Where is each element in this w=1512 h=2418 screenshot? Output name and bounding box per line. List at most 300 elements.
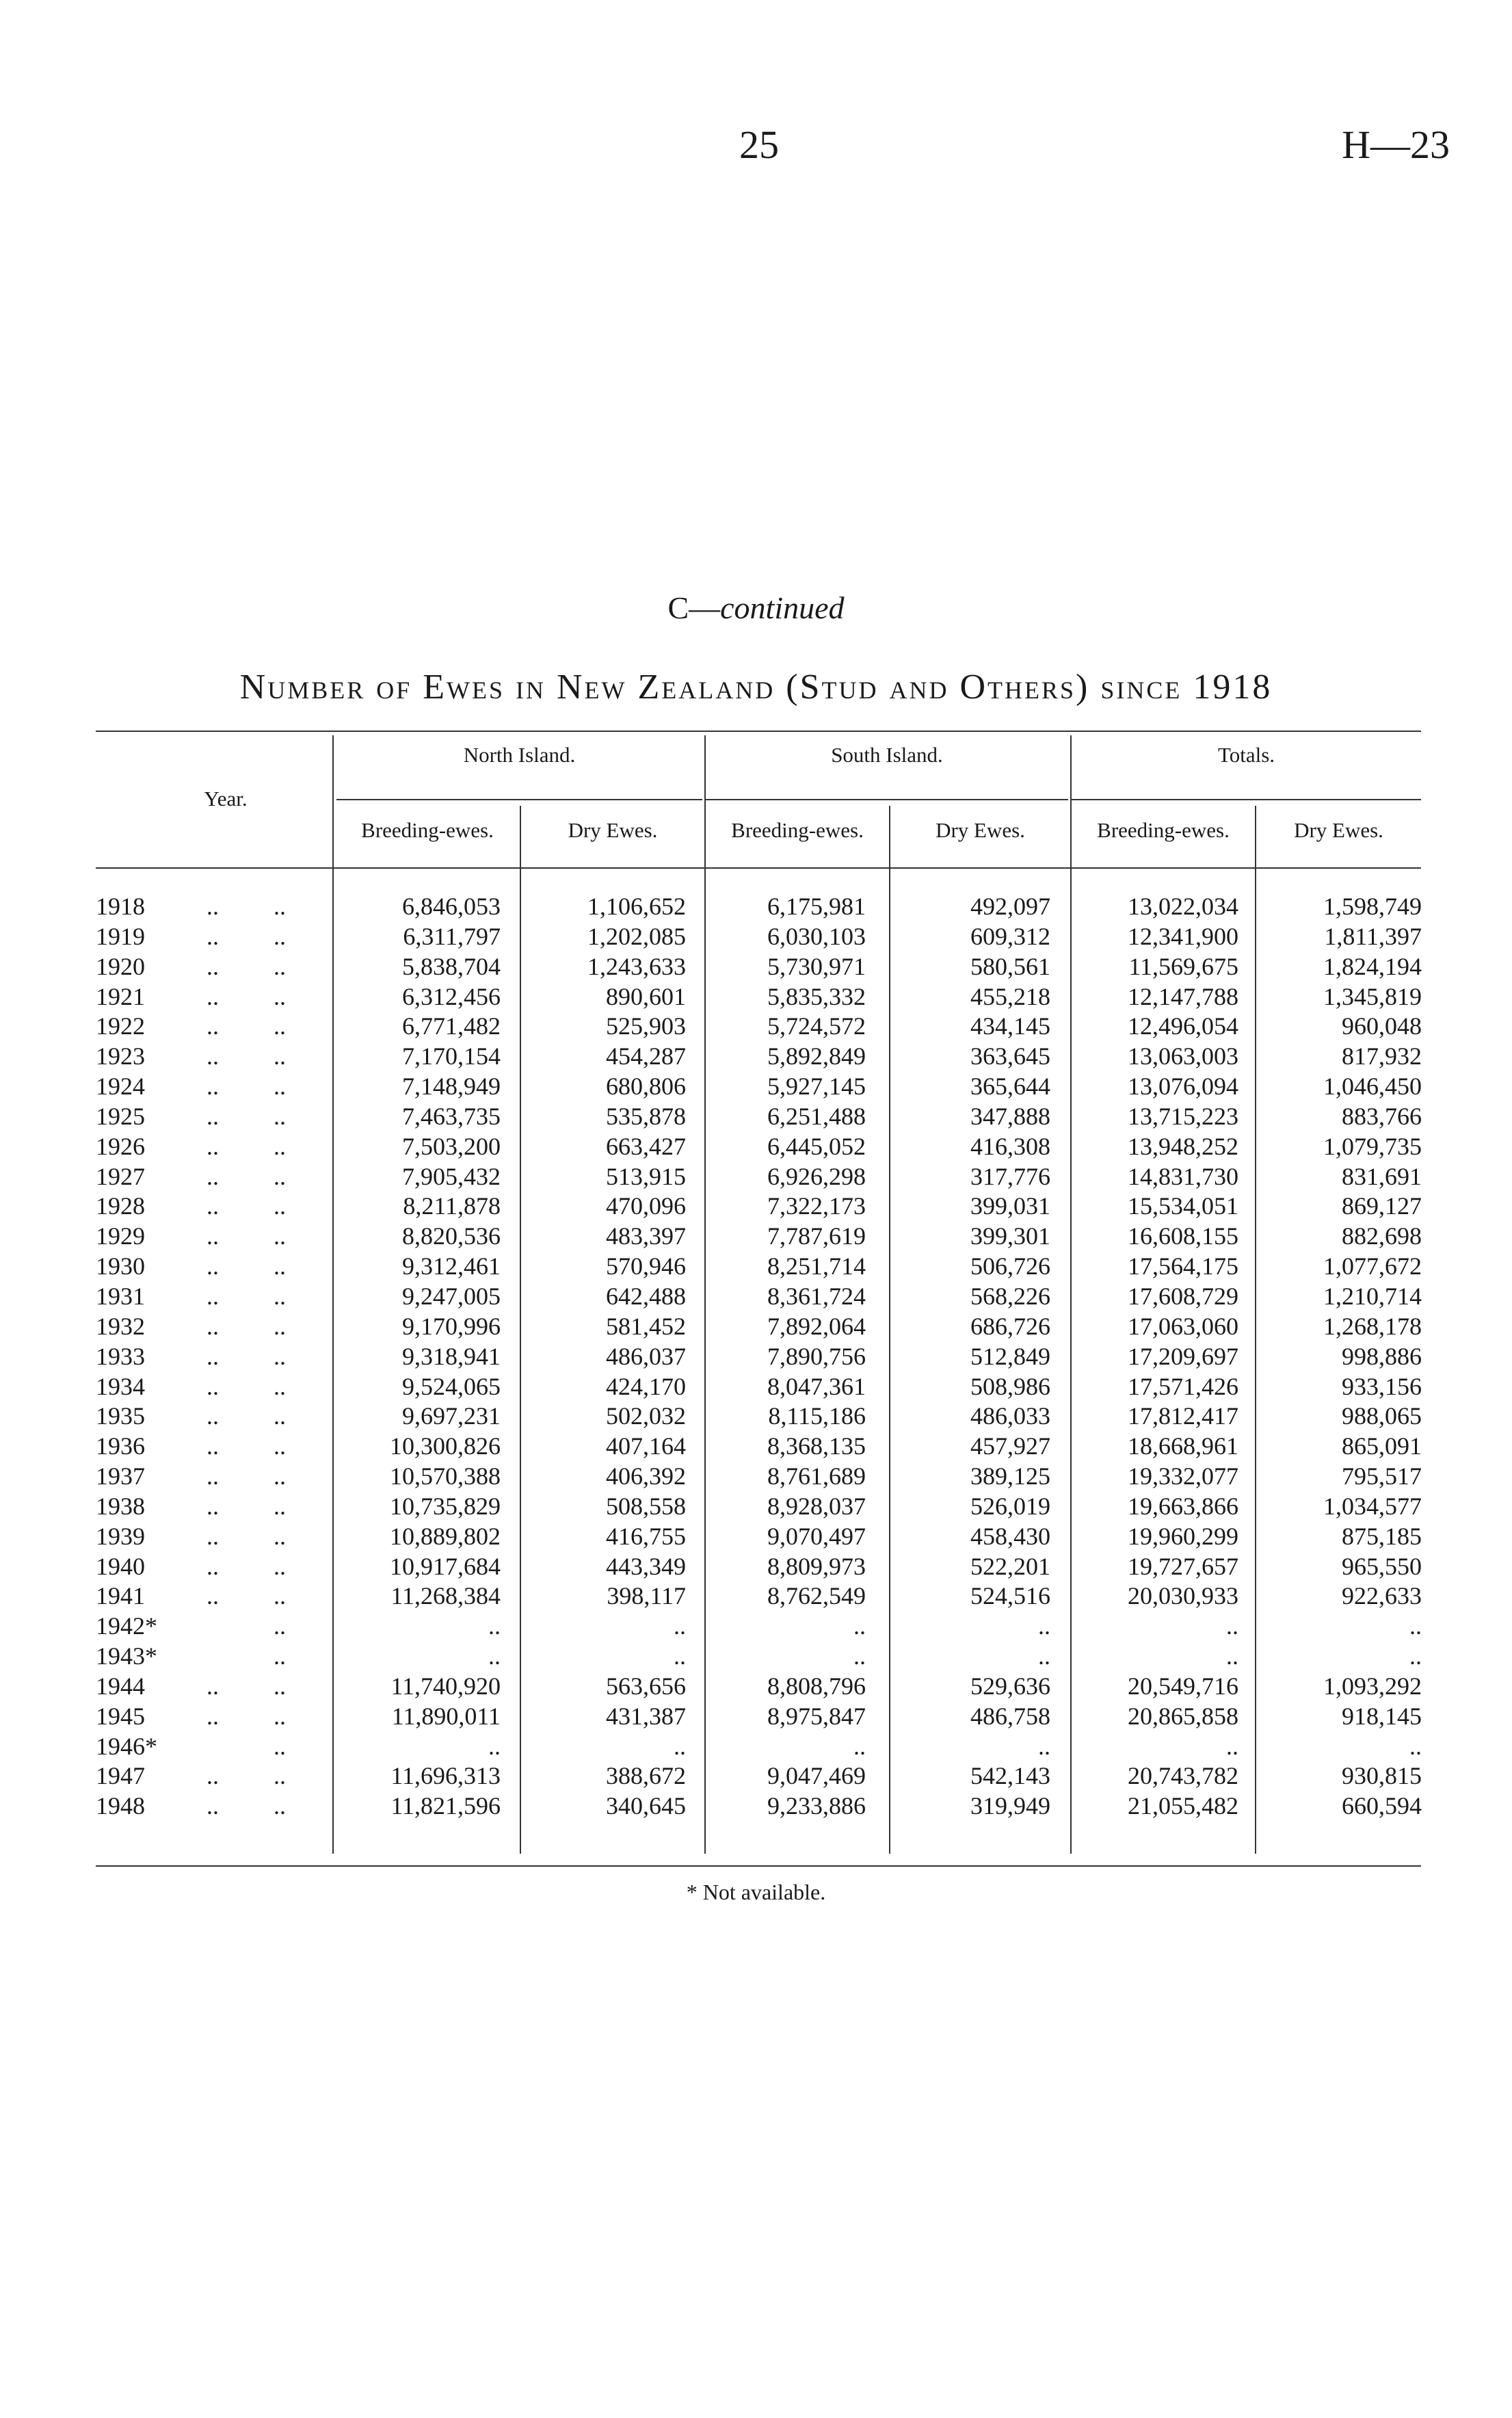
south-breeding-cell: 8,761,689 — [767, 1462, 866, 1490]
north-dry-cell: 508,558 — [606, 1492, 686, 1520]
totals-dry-cell: 965,550 — [1342, 1552, 1422, 1580]
north-dry-cell: 340,645 — [606, 1792, 686, 1820]
north-breeding-cell: 8,211,878 — [403, 1192, 501, 1220]
totals-dry-cell: 1,077,672 — [1323, 1252, 1422, 1280]
totals-breeding-cell: 19,332,077 — [1128, 1462, 1238, 1490]
totals-dry-cell: 831,691 — [1342, 1162, 1422, 1190]
south-breeding-cell: 5,724,572 — [767, 1012, 866, 1040]
year-cell: 1947 — [96, 1762, 145, 1790]
table-row — [0, 1012, 1512, 1042]
north-breeding-cell: .. — [488, 1642, 501, 1670]
totals-dry-cell: 883,766 — [1342, 1102, 1422, 1130]
totals-breeding-cell: 17,209,697 — [1128, 1342, 1238, 1370]
year-cell: 1936 — [96, 1432, 145, 1460]
south-dry-cell: .. — [1038, 1642, 1050, 1670]
table-row — [0, 892, 1512, 922]
south-breeding-cell: 8,808,796 — [767, 1672, 866, 1700]
year-cell: 1927 — [96, 1162, 145, 1190]
leader-dots: .. — [274, 1642, 286, 1670]
north-dry-cell: 416,755 — [606, 1522, 686, 1550]
leader-dots: .. — [207, 1282, 219, 1310]
totals-dry-cell: 918,145 — [1342, 1702, 1422, 1730]
north-breeding-cell: 10,917,684 — [390, 1552, 501, 1580]
totals-breeding-cell: 17,571,426 — [1128, 1372, 1238, 1400]
north-dry-cell: 563,656 — [606, 1672, 686, 1700]
header-south-island: South Island. — [831, 743, 943, 767]
north-dry-cell: .. — [674, 1642, 686, 1670]
header-south-breeding: Breeding-ewes. — [731, 818, 864, 842]
north-dry-cell: 525,903 — [606, 1012, 686, 1040]
totals-dry-cell: 869,127 — [1342, 1192, 1422, 1220]
totals-dry-cell: 1,345,819 — [1323, 982, 1422, 1010]
totals-breeding-cell: 13,948,252 — [1128, 1132, 1238, 1160]
totals-breeding-cell: 13,022,034 — [1128, 893, 1238, 920]
south-breeding-cell: 8,368,135 — [767, 1432, 866, 1460]
year-cell: 1928 — [96, 1192, 145, 1220]
south-breeding-cell: 8,047,361 — [767, 1372, 866, 1400]
leader-dots: .. — [274, 1252, 286, 1280]
table-row — [0, 922, 1512, 952]
south-dry-cell: 522,201 — [970, 1552, 1050, 1580]
north-dry-cell: 1,106,652 — [587, 893, 686, 920]
north-breeding-cell: 9,247,005 — [402, 1282, 501, 1310]
leader-dots: .. — [207, 1462, 219, 1490]
year-cell: 1926 — [96, 1132, 145, 1160]
totals-breeding-cell: 13,063,003 — [1128, 1042, 1238, 1070]
totals-breeding-cell: 14,831,730 — [1128, 1162, 1238, 1190]
year-cell: 1940 — [96, 1552, 145, 1580]
header-totals: Totals. — [1217, 743, 1275, 767]
year-cell: 1922 — [96, 1012, 145, 1040]
leader-dots: .. — [274, 1102, 286, 1130]
south-dry-cell: 363,645 — [970, 1042, 1050, 1070]
totals-breeding-cell: 17,564,175 — [1128, 1252, 1238, 1280]
totals-breeding-cell: 17,812,417 — [1128, 1402, 1238, 1430]
north-dry-cell: 581,452 — [606, 1312, 686, 1340]
north-dry-cell: 470,096 — [606, 1192, 686, 1220]
leader-dots: .. — [274, 1732, 286, 1760]
south-dry-cell: 686,726 — [970, 1312, 1050, 1340]
leader-dots: .. — [274, 1042, 286, 1070]
north-breeding-cell: 6,312,456 — [402, 982, 501, 1010]
south-dry-cell: 416,308 — [970, 1132, 1050, 1160]
south-dry-cell: 486,033 — [970, 1402, 1050, 1430]
leader-dots: .. — [274, 1073, 286, 1101]
totals-breeding-cell: 19,960,299 — [1128, 1522, 1238, 1550]
totals-breeding-cell: 20,030,933 — [1128, 1582, 1238, 1610]
leader-dots: .. — [207, 1192, 219, 1220]
totals-breeding-cell: .. — [1226, 1732, 1238, 1760]
header-north-island: North Island. — [463, 743, 576, 767]
north-breeding-cell: 11,696,313 — [390, 1762, 501, 1790]
south-dry-cell: 399,031 — [970, 1192, 1050, 1220]
totals-breeding-cell: .. — [1226, 1642, 1238, 1670]
table-row — [0, 1282, 1512, 1312]
north-breeding-cell: 11,268,384 — [390, 1582, 501, 1610]
totals-dry-cell: 930,815 — [1342, 1762, 1422, 1790]
south-dry-cell: 526,019 — [970, 1492, 1050, 1520]
south-breeding-cell: 9,070,497 — [767, 1522, 866, 1550]
totals-dry-cell: 988,065 — [1342, 1402, 1422, 1430]
leader-dots: .. — [274, 1762, 286, 1790]
north-dry-cell: 502,032 — [606, 1402, 686, 1430]
south-dry-cell: 347,888 — [970, 1102, 1050, 1130]
leader-dots: .. — [207, 1492, 219, 1520]
north-breeding-cell: .. — [488, 1732, 501, 1760]
totals-dry-cell: 660,594 — [1342, 1792, 1422, 1820]
totals-breeding-cell: 15,534,051 — [1128, 1192, 1238, 1220]
south-dry-cell: 399,301 — [970, 1222, 1050, 1250]
totals-breeding-cell: 11,569,675 — [1128, 952, 1238, 980]
south-dry-cell: 580,561 — [970, 952, 1050, 980]
totals-dry-cell: 1,598,749 — [1323, 893, 1422, 920]
leader-dots: .. — [274, 1672, 286, 1700]
table-row — [0, 1581, 1512, 1612]
header-divider-totals — [1072, 799, 1421, 800]
table-row — [0, 1492, 1512, 1522]
north-dry-cell: 1,202,085 — [587, 922, 686, 950]
leader-dots: .. — [274, 1522, 286, 1550]
totals-breeding-cell: 13,715,223 — [1128, 1102, 1238, 1130]
south-breeding-cell: 8,361,724 — [767, 1282, 866, 1310]
north-breeding-cell: 11,890,011 — [391, 1702, 501, 1730]
south-breeding-cell: 8,115,186 — [768, 1402, 866, 1430]
table-row — [0, 1791, 1512, 1822]
north-dry-cell: 663,427 — [606, 1132, 686, 1160]
south-breeding-cell: 6,926,298 — [767, 1162, 866, 1190]
leader-dots: .. — [274, 893, 286, 920]
year-cell: 1923 — [96, 1042, 145, 1070]
leader-dots: .. — [274, 1402, 286, 1430]
totals-dry-cell: 1,210,714 — [1323, 1282, 1422, 1310]
north-dry-cell: 443,349 — [606, 1552, 686, 1580]
leader-dots: .. — [207, 1432, 219, 1460]
south-breeding-cell: 7,787,619 — [767, 1222, 866, 1250]
table-row — [0, 1702, 1512, 1732]
continued-prefix: C— — [667, 590, 721, 625]
leader-dots: .. — [274, 1162, 286, 1190]
year-cell: 1934 — [96, 1372, 145, 1400]
leader-dots: .. — [207, 1402, 219, 1430]
south-breeding-cell: 9,047,469 — [767, 1762, 866, 1790]
year-cell: 1920 — [96, 952, 145, 980]
south-breeding-cell: 7,322,173 — [767, 1192, 866, 1220]
totals-dry-cell: 1,811,397 — [1324, 922, 1422, 950]
north-breeding-cell: 7,463,735 — [402, 1102, 501, 1130]
north-dry-cell: 513,915 — [606, 1162, 686, 1190]
north-breeding-cell: 9,312,461 — [402, 1252, 501, 1280]
south-breeding-cell: .. — [853, 1732, 866, 1760]
south-dry-cell: 457,927 — [970, 1432, 1050, 1460]
leader-dots: .. — [274, 952, 286, 980]
year-cell: 1943* — [96, 1642, 157, 1670]
leader-dots: .. — [207, 1522, 219, 1550]
north-breeding-cell: 10,889,802 — [390, 1522, 501, 1550]
north-breeding-cell: 7,170,154 — [402, 1042, 501, 1070]
south-dry-cell: 508,986 — [970, 1372, 1050, 1400]
leader-dots: .. — [274, 1312, 286, 1340]
year-cell: 1919 — [96, 922, 145, 950]
table-row — [0, 1132, 1512, 1162]
totals-dry-cell: .. — [1409, 1612, 1422, 1640]
totals-breeding-cell: 17,608,729 — [1128, 1282, 1238, 1310]
table-bottom-rule — [96, 1865, 1421, 1867]
table-row — [0, 982, 1512, 1012]
totals-dry-cell: 1,034,577 — [1323, 1492, 1422, 1520]
north-dry-cell: 407,164 — [606, 1432, 686, 1460]
north-dry-cell: 1,243,633 — [587, 952, 686, 980]
south-breeding-cell: .. — [853, 1612, 866, 1640]
leader-dots: .. — [207, 1552, 219, 1580]
south-breeding-cell: 6,175,981 — [767, 893, 866, 920]
south-dry-cell: 319,949 — [970, 1792, 1050, 1820]
header-divider-south — [706, 799, 1068, 800]
leader-dots: .. — [274, 1432, 286, 1460]
totals-dry-cell: 1,046,450 — [1323, 1073, 1422, 1101]
north-breeding-cell: 10,570,388 — [390, 1462, 501, 1490]
table-row — [0, 1192, 1512, 1222]
north-dry-cell: 483,397 — [606, 1222, 686, 1250]
year-cell: 1925 — [96, 1102, 145, 1130]
south-breeding-cell: .. — [853, 1642, 866, 1670]
header-south-dry: Dry Ewes. — [936, 818, 1025, 842]
north-dry-cell: 454,287 — [606, 1042, 686, 1070]
south-breeding-cell: 8,928,037 — [767, 1492, 866, 1520]
year-cell: 1948 — [96, 1792, 145, 1820]
totals-dry-cell: 933,156 — [1342, 1372, 1422, 1400]
north-breeding-cell: 6,771,482 — [402, 1012, 501, 1040]
leader-dots: .. — [274, 1282, 286, 1310]
south-breeding-cell: 7,892,064 — [767, 1312, 866, 1340]
totals-dry-cell: 817,932 — [1342, 1042, 1422, 1070]
leader-dots: .. — [207, 1012, 219, 1040]
totals-dry-cell: 1,093,292 — [1323, 1672, 1422, 1700]
totals-breeding-cell: 13,076,094 — [1128, 1073, 1238, 1101]
table-row — [0, 1342, 1512, 1372]
south-dry-cell: 512,849 — [970, 1342, 1050, 1370]
south-breeding-cell: 6,445,052 — [767, 1132, 866, 1160]
north-breeding-cell: .. — [488, 1612, 501, 1640]
table-row — [0, 1072, 1512, 1102]
totals-breeding-cell: 20,743,782 — [1128, 1762, 1238, 1790]
south-dry-cell: 609,312 — [970, 922, 1050, 950]
totals-breeding-cell: 16,608,155 — [1128, 1222, 1238, 1250]
year-cell: 1931 — [96, 1282, 145, 1310]
north-dry-cell: 486,037 — [606, 1342, 686, 1370]
leader-dots: .. — [207, 1672, 219, 1700]
leader-dots: .. — [207, 1252, 219, 1280]
north-dry-cell: 570,946 — [606, 1252, 686, 1280]
north-dry-cell: 406,392 — [606, 1462, 686, 1490]
totals-breeding-cell: .. — [1226, 1612, 1238, 1640]
table-row — [0, 1642, 1512, 1672]
north-dry-cell: .. — [674, 1732, 686, 1760]
leader-dots: .. — [274, 1792, 286, 1820]
south-dry-cell: 529,636 — [970, 1672, 1050, 1700]
header-totals-breeding: Breeding-ewes. — [1097, 818, 1230, 842]
south-dry-cell: 458,430 — [970, 1522, 1050, 1550]
table-body — [0, 892, 1512, 1822]
south-breeding-cell: 6,251,488 — [767, 1102, 866, 1130]
page-number: 25 — [739, 122, 779, 167]
header-north-breeding: Breeding-ewes. — [361, 818, 494, 842]
south-breeding-cell: 8,975,847 — [767, 1702, 866, 1730]
leader-dots: .. — [207, 982, 219, 1010]
year-cell: 1941 — [96, 1582, 145, 1610]
north-breeding-cell: 9,697,231 — [402, 1402, 501, 1430]
totals-dry-cell: 960,048 — [1342, 1012, 1422, 1040]
totals-dry-cell: 922,633 — [1342, 1582, 1422, 1610]
south-breeding-cell: 5,927,145 — [767, 1073, 866, 1101]
south-dry-cell: 506,726 — [970, 1252, 1050, 1280]
leader-dots: .. — [207, 1132, 219, 1160]
header-totals-dry: Dry Ewes. — [1294, 818, 1383, 842]
south-breeding-cell: 7,890,756 — [767, 1342, 866, 1370]
leader-dots: .. — [274, 1372, 286, 1400]
table-row — [0, 1162, 1512, 1192]
south-breeding-cell: 5,892,849 — [767, 1042, 866, 1070]
table-title: Number of Ewes in New Zealand (Stud and Others) since 1918 — [239, 668, 1273, 707]
totals-dry-cell: 998,886 — [1342, 1342, 1422, 1370]
north-dry-cell: 680,806 — [606, 1073, 686, 1101]
table-row — [0, 1552, 1512, 1582]
table-row — [0, 1761, 1512, 1791]
table-row — [0, 1102, 1512, 1132]
year-cell: 1945 — [96, 1702, 145, 1730]
south-dry-cell: .. — [1038, 1732, 1050, 1760]
north-breeding-cell: 7,905,432 — [402, 1162, 501, 1190]
south-dry-cell: .. — [1038, 1612, 1050, 1640]
year-cell: 1929 — [96, 1222, 145, 1250]
table-top-rule — [96, 731, 1421, 732]
north-breeding-cell: 7,148,949 — [402, 1073, 501, 1101]
leader-dots: .. — [207, 1102, 219, 1130]
table-row — [0, 1312, 1512, 1342]
south-dry-cell: 542,143 — [970, 1762, 1050, 1790]
totals-dry-cell: 795,517 — [1342, 1462, 1422, 1490]
year-cell: 1918 — [96, 893, 145, 920]
north-breeding-cell: 6,311,797 — [403, 922, 501, 950]
year-cell: 1937 — [96, 1462, 145, 1490]
continued-label — [0, 590, 1512, 626]
north-breeding-cell: 7,503,200 — [402, 1132, 501, 1160]
year-cell: 1944 — [96, 1672, 145, 1700]
header-divider-north — [336, 799, 702, 800]
leader-dots: .. — [274, 982, 286, 1010]
south-breeding-cell: 6,030,103 — [767, 922, 866, 950]
document-reference: H—23 — [1342, 122, 1450, 167]
year-cell: 1933 — [96, 1342, 145, 1370]
south-dry-cell: 434,145 — [970, 1012, 1050, 1040]
leader-dots: .. — [274, 922, 286, 950]
north-breeding-cell: 6,846,053 — [402, 893, 501, 920]
leader-dots: .. — [207, 1042, 219, 1070]
leader-dots: .. — [274, 1192, 286, 1220]
north-breeding-cell: 11,821,596 — [390, 1792, 501, 1820]
totals-dry-cell: 1,824,194 — [1323, 952, 1422, 980]
south-dry-cell: 492,097 — [970, 893, 1050, 920]
north-breeding-cell: 10,735,829 — [390, 1492, 501, 1520]
year-cell: 1921 — [96, 982, 145, 1010]
south-breeding-cell: 9,233,886 — [767, 1792, 866, 1820]
leader-dots: .. — [207, 1342, 219, 1370]
totals-dry-cell: 882,698 — [1342, 1222, 1422, 1250]
table-row — [0, 1372, 1512, 1402]
leader-dots: .. — [207, 1073, 219, 1101]
totals-breeding-cell: 12,147,788 — [1128, 982, 1238, 1010]
leader-dots: .. — [274, 1132, 286, 1160]
header-year: Year. — [204, 787, 248, 811]
leader-dots: .. — [207, 1312, 219, 1340]
north-dry-cell: 535,878 — [606, 1102, 686, 1130]
north-dry-cell: 642,488 — [606, 1282, 686, 1310]
leader-dots: .. — [207, 1582, 219, 1610]
totals-breeding-cell: 20,549,716 — [1128, 1672, 1238, 1700]
south-breeding-cell: 8,809,973 — [767, 1552, 866, 1580]
totals-breeding-cell: 20,865,858 — [1128, 1702, 1238, 1730]
totals-dry-cell: 1,268,178 — [1323, 1312, 1422, 1340]
leader-dots: .. — [207, 922, 219, 950]
leader-dots: .. — [274, 1612, 286, 1640]
year-cell: 1946* — [96, 1732, 157, 1760]
leader-dots: .. — [274, 1702, 286, 1730]
table-row — [0, 1222, 1512, 1252]
year-cell: 1939 — [96, 1522, 145, 1550]
leader-dots: .. — [274, 1222, 286, 1250]
totals-breeding-cell: 19,663,866 — [1128, 1492, 1238, 1520]
north-dry-cell: 424,170 — [606, 1372, 686, 1400]
south-dry-cell: 389,125 — [970, 1462, 1050, 1490]
north-dry-cell: 398,117 — [607, 1582, 686, 1610]
north-breeding-cell: 9,318,941 — [402, 1342, 501, 1370]
north-breeding-cell: 9,170,996 — [402, 1312, 501, 1340]
north-dry-cell: 890,601 — [606, 982, 686, 1010]
leader-dots: .. — [207, 1792, 219, 1820]
north-dry-cell: 388,672 — [606, 1762, 686, 1790]
north-breeding-cell: 8,820,536 — [402, 1222, 501, 1250]
south-dry-cell: 365,644 — [970, 1073, 1050, 1101]
leader-dots: .. — [207, 1762, 219, 1790]
table-row — [0, 1252, 1512, 1282]
leader-dots: .. — [274, 1582, 286, 1610]
south-dry-cell: 486,758 — [970, 1702, 1050, 1730]
continued-word: continued — [720, 590, 845, 625]
leader-dots: .. — [207, 893, 219, 920]
totals-dry-cell: 1,079,735 — [1323, 1132, 1422, 1160]
leader-dots: .. — [207, 1162, 219, 1190]
north-breeding-cell: 5,838,704 — [402, 952, 501, 980]
header-bottom-rule — [96, 867, 1421, 869]
south-breeding-cell: 5,730,971 — [767, 952, 866, 980]
table-row — [0, 1462, 1512, 1492]
table-row — [0, 952, 1512, 982]
south-dry-cell: 524,516 — [970, 1582, 1050, 1610]
north-dry-cell: 431,387 — [606, 1702, 686, 1730]
leader-dots: .. — [207, 1702, 219, 1730]
north-breeding-cell: 11,740,920 — [390, 1672, 501, 1700]
table-row — [0, 1432, 1512, 1462]
table-row — [0, 1402, 1512, 1432]
totals-dry-cell: 875,185 — [1342, 1522, 1422, 1550]
year-cell: 1932 — [96, 1312, 145, 1340]
table-row — [0, 1522, 1512, 1552]
south-dry-cell: 455,218 — [970, 982, 1050, 1010]
north-breeding-cell: 10,300,826 — [390, 1432, 501, 1460]
north-breeding-cell: 9,524,065 — [402, 1372, 501, 1400]
north-dry-cell: .. — [674, 1612, 686, 1640]
year-cell: 1938 — [96, 1492, 145, 1520]
leader-dots: .. — [274, 1342, 286, 1370]
